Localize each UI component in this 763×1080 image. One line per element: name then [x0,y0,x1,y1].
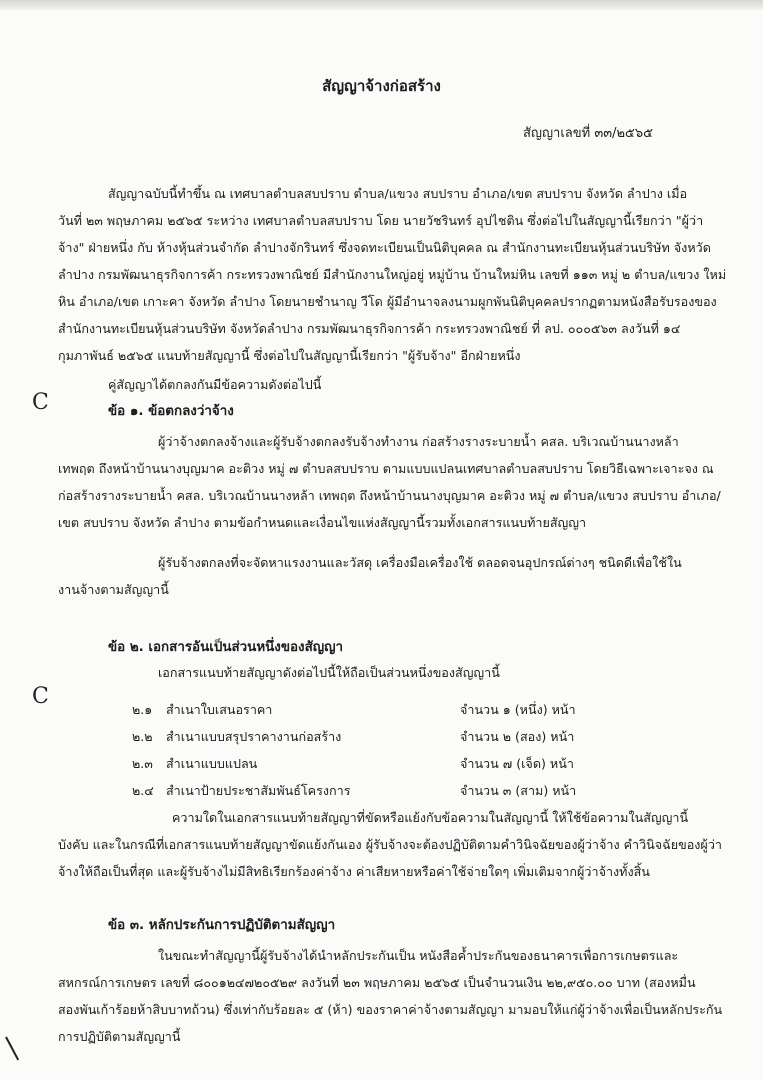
clause1-line: ผู้ว่าจ้างตกลงจ้างและผู้รับจ้างตกลงรับจ้างทำงาน ก่อสร้างรางระบายน้ำ คสล. บริเวณบ้านนางหล้า [158,434,679,449]
paragraph1-line: กุมภาพันธ์ ๒๕๖๕ แนบท้ายสัญญานี้ ซึ่งต่อไปในสัญญานี้เรียกว่า "ผู้รับจ้าง" อีกฝ่ายหนึ่ง [58,348,521,363]
clause2-intro: เอกสารแนบท้ายสัญญาดังต่อไปนี้ให้ถือเป็นส่วนหนึ่งของสัญญานี้ [158,665,500,680]
clause1-line: ก่อสร้างรางระบายน้ำ คสล. บริเวณบ้านนางหล้า เทพฤต ถึงหน้าบ้านนางบุญมาค อะติวง หมู่ ๗ ตำบล/แขวง สบปราบ อำเภอ/ [58,488,721,503]
binder-hole-mark: C [32,390,49,415]
attachment-number: ๒.๓ [132,756,153,771]
clause1-line: เทพฤต ถึงหน้าบ้านนางบุญมาค อะติวง หมู่ ๗ ตำบลสบปราบ ตามแบบแปลนเทศบาลตำบลสบปราบ โดยวิธีเฉพาะเจาะจง ณ [58,461,714,476]
contract-number: สัญญาเลขที่ ๓๓/๒๕๖๕ [522,126,653,141]
paragraph1-line: จ้าง" ฝ่ายหนึ่ง กับ ห้างหุ้นส่วนจำกัด ลำปางจักรินทร์ ซึ่งจดทะเบียนเป็นนิติบุคคล ณ สำนักงานทะเบียนหุ้นส่วนบริษัท จังหวัด [58,240,711,255]
attachment-number: ๒.๒ [132,729,153,744]
paragraph1-line: ลำปาง กรมพัฒนาธุรกิจการค้า กระทรวงพาณิชย์ มีสำนักงานใหญ่อยู่ หมู่บ้าน บ้านใหม่หิน เลขที่ ๑๑๓ หมู่ ๒ ตำบล/แขวง ใหม่ [58,267,727,282]
clause2-heading: ข้อ ๒. เอกสารอันเป็นส่วนหนึ่งของสัญญา [108,640,344,655]
clause3-line: สหกรณ์การเกษตร เลขที่ ๘๐๐๑๒๔๗๒๐๕๒๙ ลงวันที่ ๒๓ พฤษภาคม ๒๕๖๕ เป็นจำนวนเงิน ๒๒,๙๕๐.๐๐ บาท (สองหมื่น [58,975,696,990]
attachment-pages: จำนวน ๑ (หนึ่ง) หน้า [460,702,576,717]
paragraph1-line: วันที่ ๒๓ พฤษภาคม ๒๕๖๕ ระหว่าง เทศบาลตำบลสบปราบ โดย นายวัชรินทร์ อุปไชติน ซึ่งต่อไปในสัญญานี้เรียกว่า "ผู้ว่า [58,213,704,228]
attachment-title: สำเนาแบบสรุปราคางานก่อสร้าง [166,729,342,744]
clause3-heading: ข้อ ๓. หลักประกันการปฏิบัติตามสัญญา [108,918,336,933]
clause3-line: การปฏิบัติตามสัญญานี้ [58,1029,181,1044]
attachment-title: สำเนาแบบแปลน [166,756,258,771]
binder-hole-mark: C [32,684,49,709]
attachment-pages: จำนวน ๗ (เจ็ด) หน้า [460,756,574,771]
clause1-heading: ข้อ ๑. ข้อตกลงว่าจ้าง [108,404,234,419]
paragraph1-line: หิน อำเภอ/เขต เกาะคา จังหวัด ลำปาง โดยนายชำนาญ วีโด ผู้มีอำนาจลงนามผูกพันนิติบุคคลปรากฏตามหนังสือรับรองของ [58,294,717,309]
clause3-line: ในขณะทำสัญญานี้ผู้รับจ้างได้นำหลักประกันเป็น หนังสือค้ำประกันของธนาคารเพื่อการเกษตรและ [158,948,679,963]
clause1-line: ผู้รับจ้างตกลงที่จะจัดหาแรงงานและวัสดุ เครื่องมือเครื่องใช้ ตลอดจนอุปกรณ์ต่างๆ ชนิดดีเพื่อใช้ใน [158,555,682,570]
clause1-line: เขต สบปราบ จังหวัด ลำปาง ตามข้อกำหนดและเงื่อนไขแห่งสัญญานี้รวมทั้งเอกสารแนบท้ายสัญญา [58,515,587,530]
scan-edge-mark [5,1037,19,1061]
attachment-pages: จำนวน ๒ (สอง) หน้า [460,729,575,744]
clause2-line: จ้างให้ถือเป็นที่สุด และผู้รับจ้างไม่มีสิทธิเรียกร้องค่าจ้าง ค่าเสียหายหรือค่าใช้จ่ายใดๆ เพิ่มเติมจากผู้ว่าจ้างทั้งสิ้น [58,864,650,879]
agreement-line: คู่สัญญาได้ตกลงกันมีข้อความดังต่อไปนี้ [108,377,322,392]
attachment-number: ๒.๑ [132,702,153,717]
clause3-line: สองพันเก้าร้อยห้าสิบบาทถ้วน) ซึ่งเท่ากับร้อยละ ๕ (ห้า) ของราคาค่าจ้างตามสัญญา มามอบให้แก่ผู้ว่าจ้างเพื่อเป็นหลักประกัน [58,1002,723,1017]
clause2-line: บังคับ และในกรณีที่เอกสารแนบท้ายสัญญาขัดแย้งกันเอง ผู้รับจ้างจะต้องปฏิบัติตามคำวินิจฉัยของผู้ว่าจ้าง คำวินิจฉัยของผู้ว่า [58,837,722,852]
attachment-pages: จำนวน ๓ (สาม) หน้า [460,783,577,798]
paragraph1-line: สำนักงานทะเบียนหุ้นส่วนบริษัท จังหวัดลำปาง กรมพัฒนาธุรกิจการค้า กระทรวงพาณิชย์ ที่ ลป. ๐๐๐๕๖๓ ลงวันที่ ๑๔ [58,321,681,336]
attachment-number: ๒.๔ [132,783,154,798]
paragraph1-line: สัญญาฉบับนี้ทำขึ้น ณ เทศบาลตำบลสบปราบ ตำบล/แขวง สบปราบ อำเภอ/เขต สบปราบ จังหวัด ลำปาง เมื่อ [108,186,688,201]
clause2-line: ความใดในเอกสารแนบท้ายสัญญาที่ขัดหรือแย้งกับข้อความในสัญญานี้ ให้ใช้ข้อความในสัญญานี้ [172,810,689,825]
attachment-title: สำเนาใบเสนอราคา [166,702,273,717]
document-title: สัญญาจ้างก่อสร้าง [322,77,441,95]
clause1-line: งานจ้างตามสัญญานี้ [58,582,169,597]
attachment-title: สำเนาป้ายประชาสัมพันธ์โครงการ [166,783,351,798]
scan-top-strip [0,0,763,10]
